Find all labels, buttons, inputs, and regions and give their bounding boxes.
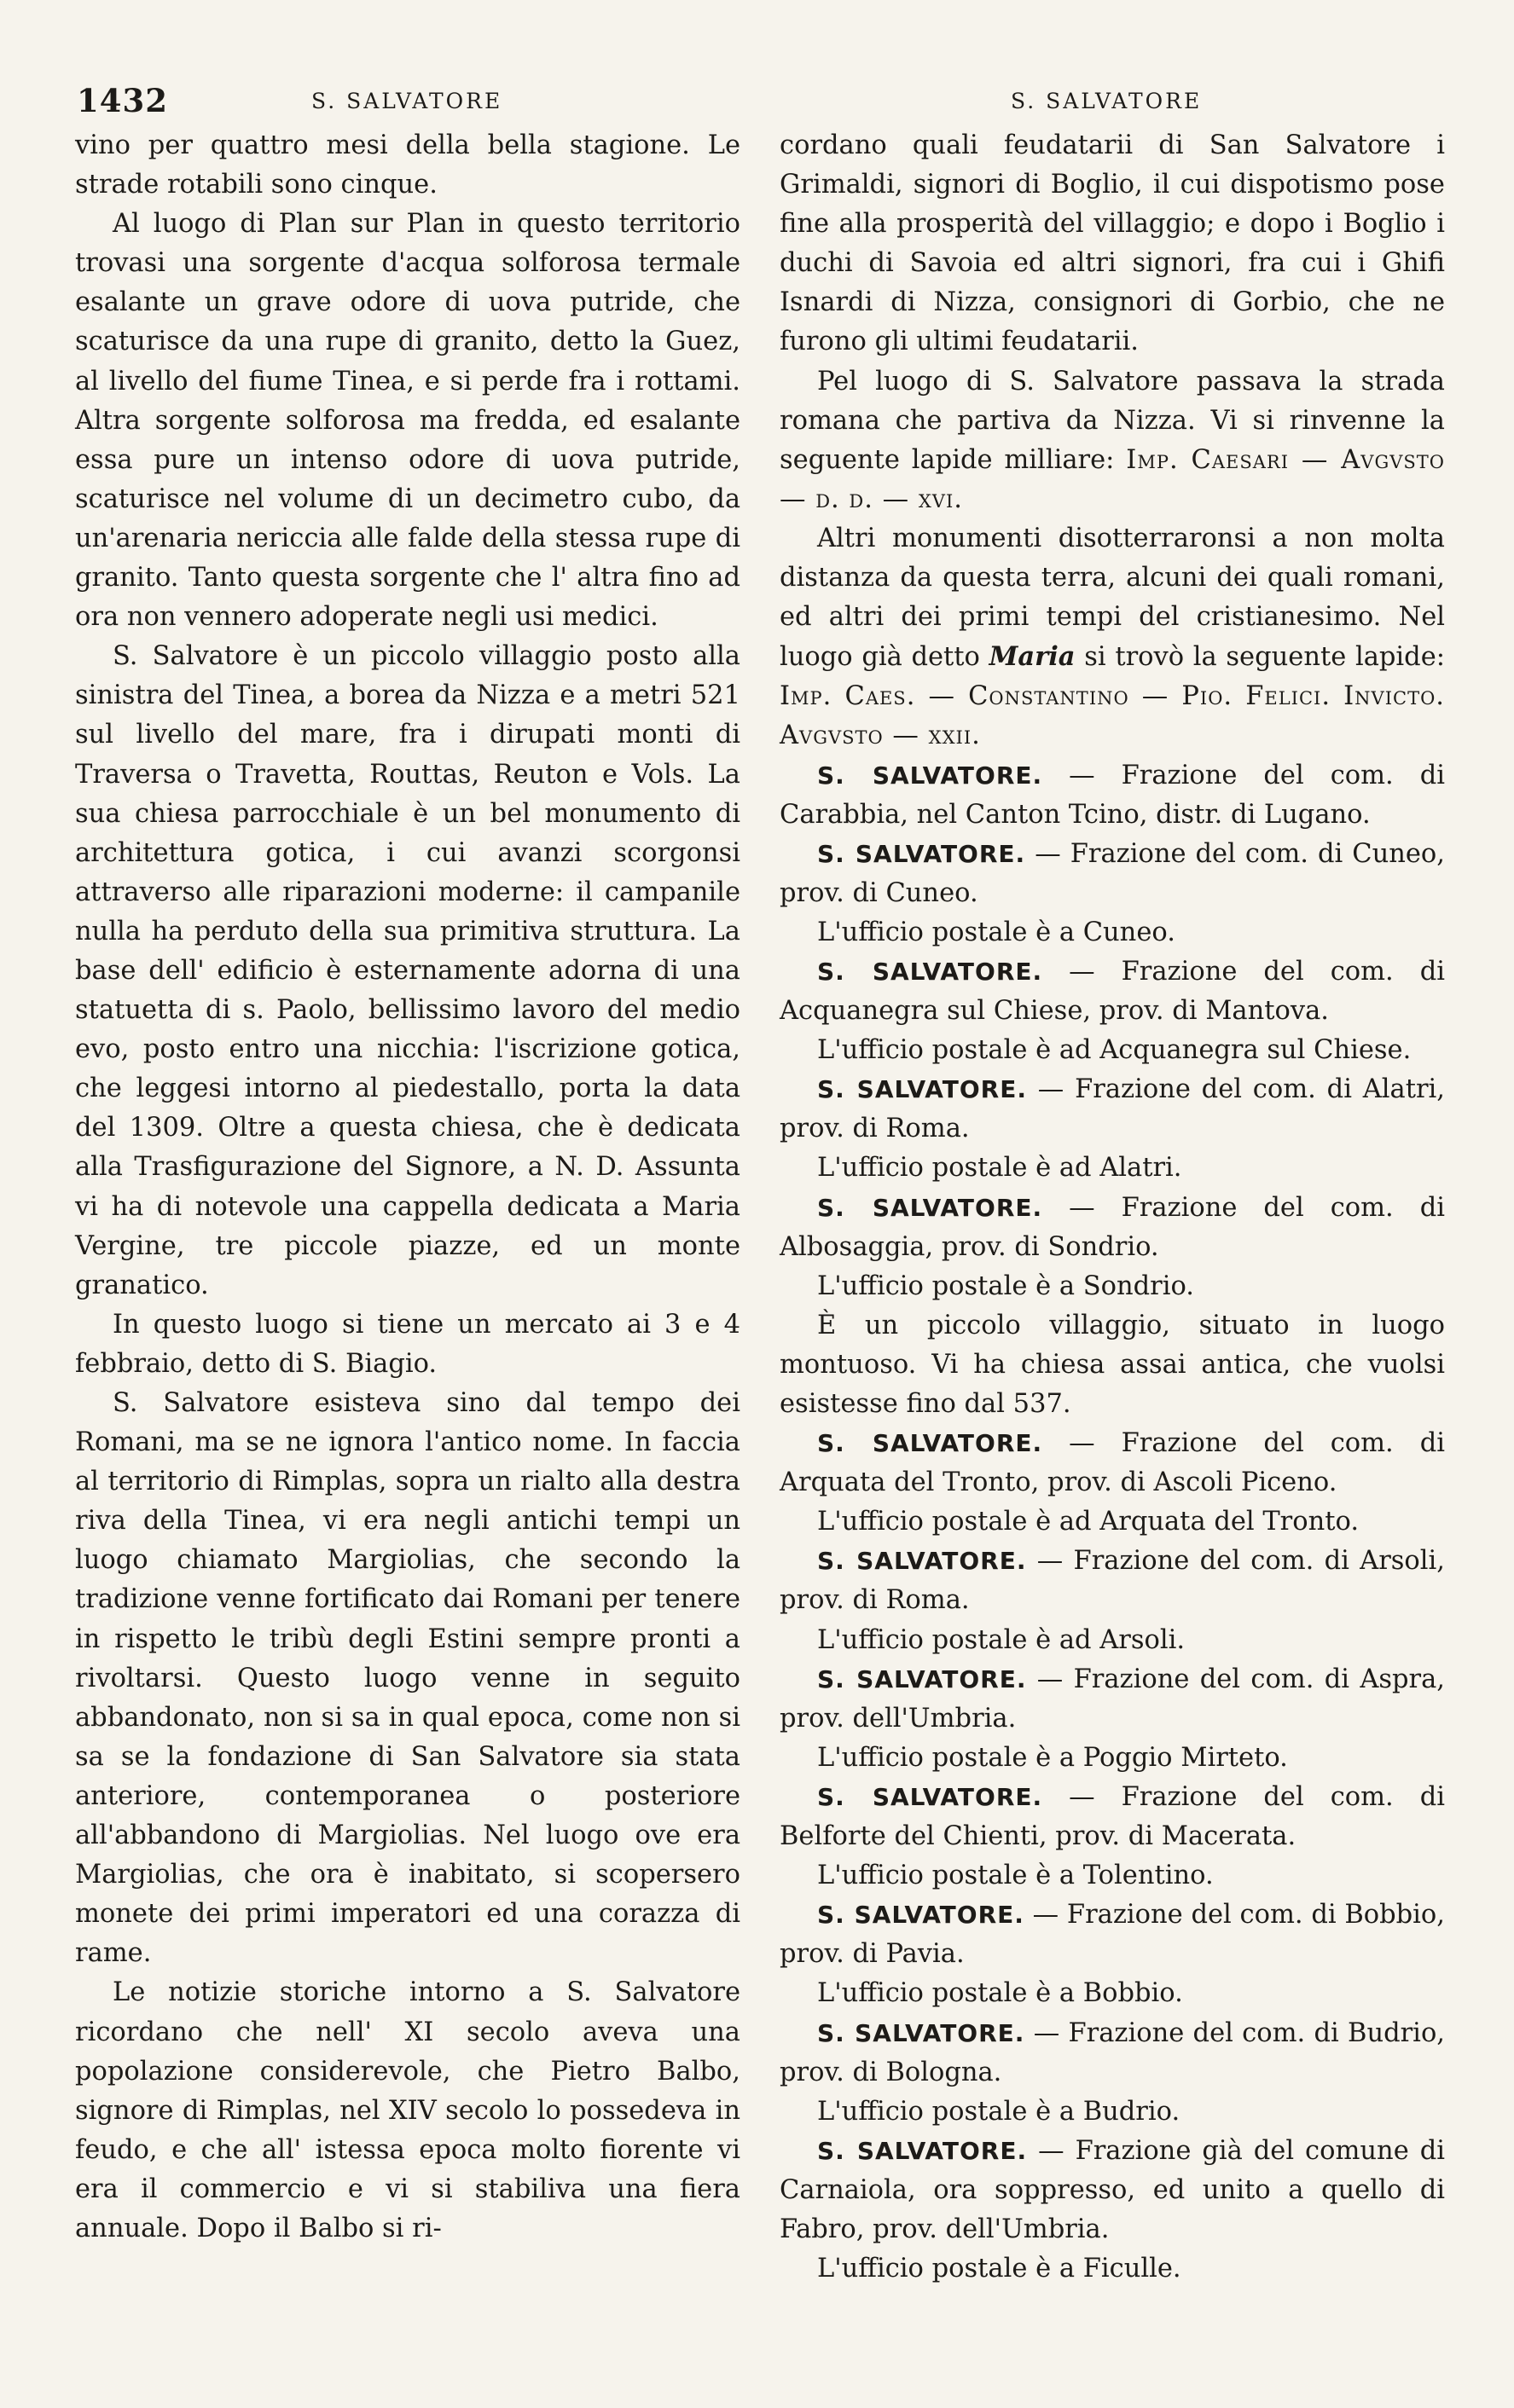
gazetteer-entry (780, 1424, 1445, 1502)
gazetteer-entry (780, 1896, 1445, 1974)
entry-text: — Frazione del com. di Belforte del Chienti, prov. di Macerata. (780, 1781, 1445, 1852)
paragraph: S. Salvatore esisteva sino dal tempo dei Romani, ma se ne ignora l'antico nome. In faccia al territorio di Rimplas, sopra un rialto alla destra riva della Tinea, vi era negli antichi tempi un luogo chiamato Margiolias, che secondo la tradizione venne fortificato dai Romani per tenere in rispetto le tribù degli Estini sempre pronti a rivoltarsi. Questo luogo venne in seguito abbandonato, non si sa in qual epoca, come non si sa se la fondazione di San Salvatore sia stata anteriore, contemporanea o posteriore all'abbandono di Margiolias. Nel luogo ove era Margiolias, che ora è inabitato, si scopersero monete dei primi imperatori ed una corazza di rame. (75, 1388, 740, 1969)
entry-text: — Frazione del com. di Bobbio, prov. di Pavia. (780, 1900, 1445, 1970)
entry-text: — Frazione del com. di Albosaggia, prov. di Sondrio. (780, 1192, 1445, 1262)
place-name: Maria (989, 641, 1076, 673)
entry-headword: S. SALVATORE. (817, 1075, 1027, 1104)
gazetteer-entry (780, 2132, 1445, 2249)
gazetteer-entry (780, 1542, 1445, 1620)
postal-note: L'ufficio postale è ad Alatri. (817, 1153, 1182, 1184)
entry-headword: S. SALVATORE. (817, 839, 1026, 868)
entry-list (780, 756, 1445, 2289)
gazetteer-entry (780, 1070, 1445, 1149)
gazetteer-entry (780, 1189, 1445, 1267)
running-head-right: S. SALVATORE (1011, 89, 1203, 113)
postal-note: L'ufficio postale è a Bobbio. (817, 1978, 1183, 2009)
entry-headword: S. SALVATORE. (817, 2136, 1028, 2165)
postal-note: L'ufficio postale è a Cuneo. (817, 917, 1175, 947)
running-head-left: S. SALVATORE (311, 89, 503, 113)
entry-text: — Frazione del com. di Budrio, prov. di Bologna. (780, 2017, 1445, 2087)
postal-note: L'ufficio postale è a Tolentino. (817, 1861, 1214, 1891)
entry-text: — Frazione già del comune di Carnaiola, ora soppresso, ed unito a quello di Fabro, prov. dell'Umbria. (780, 2135, 1445, 2244)
entry-headword: S. SALVATORE. (817, 761, 1043, 790)
inscription: Imp. Caes. — Constantino — Pio. Felici. Invicto. Avgvsto — xxii. (780, 681, 1445, 751)
postal-note: L'ufficio postale è a Poggio Mirteto. (817, 1742, 1288, 1773)
paragraph: vino per quattro mesi della bella stagione. Le strade rotabili sono cinque. (75, 130, 740, 200)
entry-text: — Frazione del com. di Alatri, prov. di Roma. (780, 1074, 1445, 1144)
postal-note: È un piccolo villaggio, situato in luogo montuoso. Vi ha chiesa assai antica, che vuolsi esistesse fino dal 537. (780, 1310, 1445, 1419)
entry-text: — Frazione del com. di Carabbia, nel Canton Tcino, distr. di Lugano. (780, 760, 1445, 830)
left-column (75, 126, 740, 2249)
entry-text: — Frazione del com. di Arsoli, prov. di Roma. (780, 1546, 1445, 1616)
entry-text: — Frazione del com. di Arquata del Tronto, prov. di Ascoli Piceno. (780, 1428, 1445, 1498)
entry-headword: S. SALVATORE. (817, 1782, 1043, 1811)
entry-text: — Frazione del com. di Acquanegra sul Chiese, prov. di Mantova. (780, 956, 1445, 1027)
entry-headword: S. SALVATORE. (817, 957, 1043, 986)
postal-note: L'ufficio postale è ad Acquanegra sul Chiese. (817, 1035, 1412, 1066)
gazetteer-entry (780, 952, 1445, 1031)
gazetteer-entry (780, 835, 1445, 913)
entry-headword: S. SALVATORE. (817, 2018, 1025, 2047)
paragraph: Al luogo di Plan sur Plan in questo territorio trovasi una sorgente d'acqua solforosa termale esalante un grave odore di uova putride, che scaturisce da una rupe di granito, detto la Guez, al livello del fiume Tinea, e si perde fra i rottami. Altra sorgente solforosa ma fredda, ed esalante essa pure un intenso odore di uova putride, scaturisce nel volume di un decimetro cubo, da un'arenaria nericcia alle falde della stessa rupe di granito. Tanto questa sorgente che l' altra fino ad ora non vennero adoperate negli usi medici. (75, 209, 740, 633)
paragraph-text: Altri monumenti disotterraronsi a non molta distanza da questa terra, alcuni dei quali romani, ed altri dei primi tempi del cristianesimo. Nel luogo già detto (780, 523, 1445, 673)
inscription: Imp. Caesari — Avgvsto — d. d. — xvi. (780, 444, 1445, 514)
paragraph-text: Pel luogo di S. Salvatore passava la strada romana che partiva da Nizza. Vi si rinvenne la seguente lapide milliare: (780, 366, 1445, 475)
right-column (780, 126, 1445, 2289)
page-header (77, 82, 1203, 124)
entry-headword: S. SALVATORE. (817, 1547, 1027, 1576)
gazetteer-entry (780, 1778, 1445, 1856)
paragraph (780, 519, 1445, 756)
paragraph: cordano quali feudatarii di San Salvatore i Grimaldi, signori di Boglio, il cui dispotismo pose fine alla prosperità del villaggio; e dopo i Boglio i duchi di Savoia ed altri signori, fra cui i Ghifi Isnardi di Nizza, consignori di Gorbio, che ne furono gli ultimi feudatarii. (780, 130, 1445, 357)
paragraph: Le notizie storiche intorno a S. Salvatore ricordano che nell' XI secolo aveva una popolazione considerevole, che Pietro Balbo, signore di Rimplas, nel XIV secolo lo possedeva in feudo, e che all' istessa epoca molto fiorente vi era il commercio e vi si stabiliva una fiera annuale. Dopo il Balbo si ri- (75, 1977, 740, 2243)
paragraph-text: si trovò la seguente lapide: (1084, 642, 1446, 673)
postal-note: L'ufficio postale è ad Arquata del Tronto. (817, 1507, 1360, 1537)
page-number: 1432 (77, 82, 168, 119)
gazetteer-entry (780, 2014, 1445, 2093)
gazetteer-entry (780, 756, 1445, 835)
postal-note: L'ufficio postale è a Ficulle. (817, 2254, 1181, 2284)
paragraph: In questo luogo si tiene un mercato ai 3 e 4 febbraio, detto di S. Biagio. (75, 1309, 740, 1379)
entry-headword: S. SALVATORE. (817, 1193, 1043, 1222)
entry-headword: S. SALVATORE. (817, 1901, 1024, 1930)
gazetteer-entry (780, 1660, 1445, 1739)
postal-note: L'ufficio postale è a Budrio. (817, 2096, 1180, 2127)
entry-headword: S. SALVATORE. (817, 1429, 1043, 1458)
postal-note: L'ufficio postale è a Sondrio. (817, 1271, 1194, 1301)
paragraph: S. Salvatore è un piccolo villaggio posto alla sinistra del Tinea, a borea da Nizza e a metri 521 sul livello del mare, fra i dirupati monti di Traversa o Travetta, Routtas, Reuton e Vols. La sua chiesa parrocchiale è un bel monumento di architettura gotica, i cui avanzi scorgonsi attraverso alle riparazioni moderne: il campanile nulla ha perduto della sua primitiva struttura. La base dell' edificio è esternamente adorna di una statuetta di s. Paolo, bellissimo lavoro del medio evo, posto entro una nicchia: l'iscrizione gotica, che leggesi intorno al piedestallo, porta la data del 1309. Oltre a questa chiesa, che è dedicata alla Trasfigurazione del Signore, a N. D. Assunta vi ha di notevole una cappella dedicata a Maria Vergine, tre piccole piazze, ed un monte granatico. (75, 641, 740, 1300)
paragraph (780, 362, 1445, 519)
entry-headword: S. SALVATORE. (817, 1664, 1027, 1693)
entry-text: — Frazione del com. di Cuneo, prov. di Cuneo. (780, 838, 1445, 908)
postal-note: L'ufficio postale è ad Arsoli. (817, 1624, 1186, 1655)
entry-text: — Frazione del com. di Aspra, prov. dell'Umbria. (780, 1664, 1445, 1734)
